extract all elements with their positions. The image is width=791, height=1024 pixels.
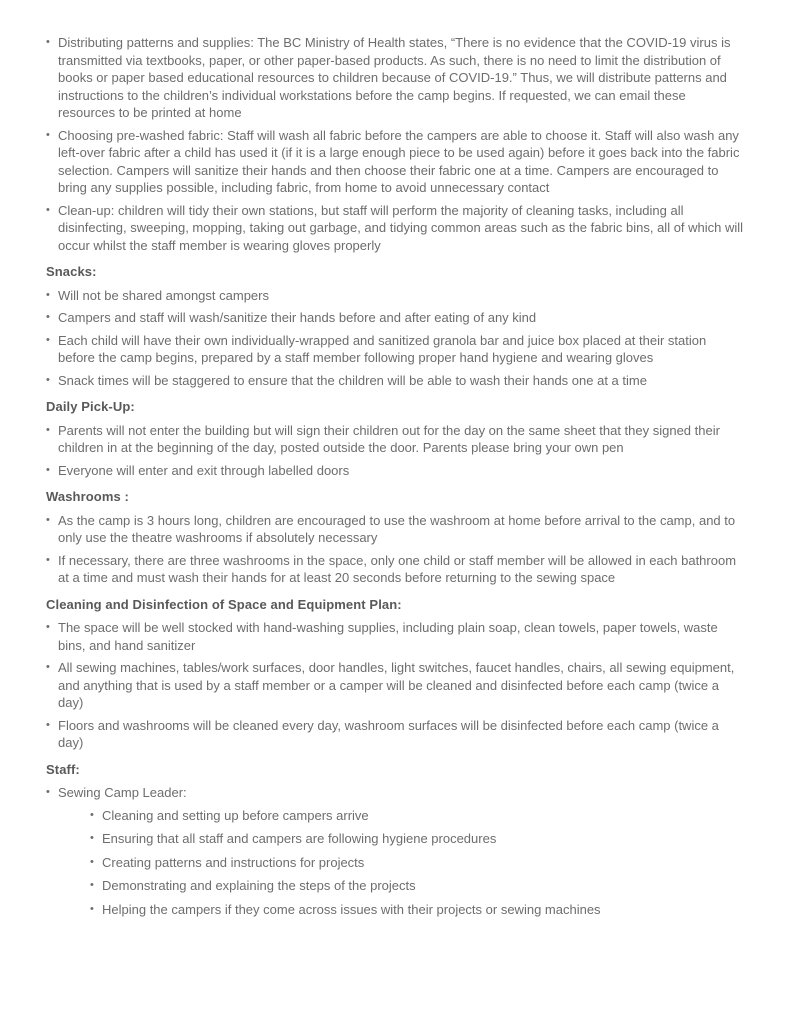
bullet-text: Everyone will enter and exit through labelled doors: [58, 462, 350, 478]
bullet-text: Snack times will be staggered to ensure that the children will be able to wash their hands one at a time: [58, 372, 647, 388]
bullet-item: [46, 127, 746, 197]
bullet-text: Floors and washrooms will be cleaned every day, washroom surfaces will be disinfected before each camp (twice a day): [58, 717, 719, 750]
bullet-item: [46, 372, 746, 390]
cleaning-plan-bullet-list: [46, 619, 746, 752]
bullet-item: [46, 512, 746, 547]
section-heading-daily-pick-up: Daily Pick-Up:: [46, 399, 135, 414]
bullet-item: [46, 202, 746, 255]
bullet-text: If necessary, there are three washrooms in the space, only one child or staff member will be allowed in each bathroom at a time and must wash their hands for at least 20 seconds before returning to the sewing space: [58, 552, 737, 585]
bullet-icon: •: [90, 855, 94, 868]
bullet-text: Demonstrating and explaining the steps of the projects: [102, 878, 416, 893]
bullet-icon: •: [46, 311, 50, 323]
bullet-icon: •: [90, 902, 94, 915]
bullet-text: The space will be well stocked with hand-washing supplies, including plain soap, clean towels, paper towels, waste bins, and hand sanitizer: [58, 620, 718, 653]
bullet-item: [46, 659, 746, 712]
bullet-item: [46, 309, 746, 327]
bullet-icon: •: [90, 808, 94, 821]
bullet-icon: •: [46, 621, 50, 633]
sub-bullet-item: [90, 877, 746, 895]
bullet-item: [46, 462, 746, 480]
bullet-text: Ensuring that all staff and campers are following hygiene procedures: [102, 831, 497, 846]
bullet-item: [46, 422, 746, 457]
bullet-icon: •: [46, 553, 50, 566]
sub-bullet-item: [90, 807, 746, 825]
washrooms-bullet-list: [46, 512, 746, 587]
bullet-text: Each child will have their own individually-wrapped and sanitized granola bar and juice box placed at their station before the camp begins, prepared by a staff member following proper hand hygiene and wearing gloves: [58, 332, 707, 365]
staff-sub-bullet-list: [58, 807, 746, 919]
intro-bullet-list: [46, 34, 746, 254]
bullet-icon: •: [90, 879, 94, 891]
bullet-text: Campers and staff will wash/sanitize their hands before and after eating of any kind: [58, 310, 537, 325]
bullet-item: [46, 784, 746, 918]
sub-bullet-item: [90, 854, 746, 872]
bullet-icon: •: [46, 288, 50, 301]
staff-bullet-list: [46, 784, 746, 918]
bullet-text: All sewing machines, tables/work surfaces, door handles, light switches, faucet handles, chairs, all sewing equipment, and anything that is used by a staff member or a camper will be cleaned and disinfected before each camp (twice a day): [58, 660, 735, 710]
bullet-text: Helping the campers if they come across issues with their projects or sewing machines: [102, 901, 601, 917]
bullet-icon: •: [46, 661, 50, 673]
bullet-text: Cleaning and setting up before campers arrive: [102, 807, 369, 823]
sub-bullet-item: [90, 901, 746, 919]
bullet-icon: •: [46, 463, 50, 476]
bullet-text: Parents will not enter the building but will sign their children out for the day on the same sheet that they signed their children in at the beginning of the day, posted outside the door. Parents please bring your own pen: [58, 422, 720, 455]
bullet-icon: •: [46, 203, 50, 216]
bullet-item: [46, 552, 746, 587]
bullet-icon: •: [46, 36, 50, 48]
daily-pick-up-bullet-list: [46, 422, 746, 480]
bullet-item: [46, 717, 746, 752]
bullet-icon: •: [46, 373, 50, 386]
bullet-text: Will not be shared amongst campers: [58, 287, 269, 303]
bullet-icon: •: [46, 423, 50, 436]
bullet-text: Distributing patterns and supplies: The BC Ministry of Health states, “There is no evidence that the COVID-19 virus is transmitted via textbooks, paper, or other paper-based products. As such, there is no need to limit the distribution of books or paper based educational resources to children because of COVID-19.” Thus, we will distribute patterns and instructions to the children’s individual workstations before the camp begins. If requested, we can email these resources to be printed at home: [58, 35, 731, 120]
bullet-text: Sewing Camp Leader:: [58, 785, 187, 800]
snacks-bullet-list: [46, 287, 746, 390]
bullet-icon: •: [46, 513, 50, 526]
bullet-item: [46, 34, 746, 122]
bullet-item: [46, 332, 746, 367]
bullet-icon: •: [46, 333, 50, 346]
bullet-text: Creating patterns and instructions for projects: [102, 854, 365, 870]
sub-bullet-item: [90, 830, 746, 848]
bullet-item: [46, 619, 746, 654]
bullet-icon: •: [46, 718, 50, 731]
bullet-text: As the camp is 3 hours long, children are encouraged to use the washroom at home before arrival to the camp, and to only use the theatre washrooms if absolutely necessary: [58, 512, 736, 545]
section-heading-staff: Staff:: [46, 761, 80, 777]
section-heading-snacks: Snacks:: [46, 264, 97, 279]
bullet-icon: •: [46, 786, 50, 798]
bullet-text: Choosing pre-washed fabric: Staff will wash all fabric before the campers are able to choose it. Staff will also wash any left-over fabric after a child has used it (if it is a large enough piece to be used again) before it goes back into the fabric selection. Campers will sanitize their hands and then choose their fabric one at a time. Campers are encouraged to bring any supplies possible, including fabric, from home to avoid unnecessary contact: [58, 127, 740, 195]
bullet-icon: •: [90, 832, 94, 844]
bullet-icon: •: [46, 128, 50, 141]
bullet-text: Clean-up: children will tidy their own stations, but staff will perform the majority of cleaning tasks, including all disinfecting, sweeping, mopping, taking out garbage, and tidying common areas such as the fabric bins, all of which will occur whilst the staff member is wearing gloves properly: [58, 202, 744, 253]
section-heading-cleaning-plan: Cleaning and Disinfection of Space and Equipment Plan:: [46, 596, 402, 612]
bullet-item: [46, 287, 746, 305]
section-heading-washrooms: Washrooms :: [46, 489, 129, 504]
